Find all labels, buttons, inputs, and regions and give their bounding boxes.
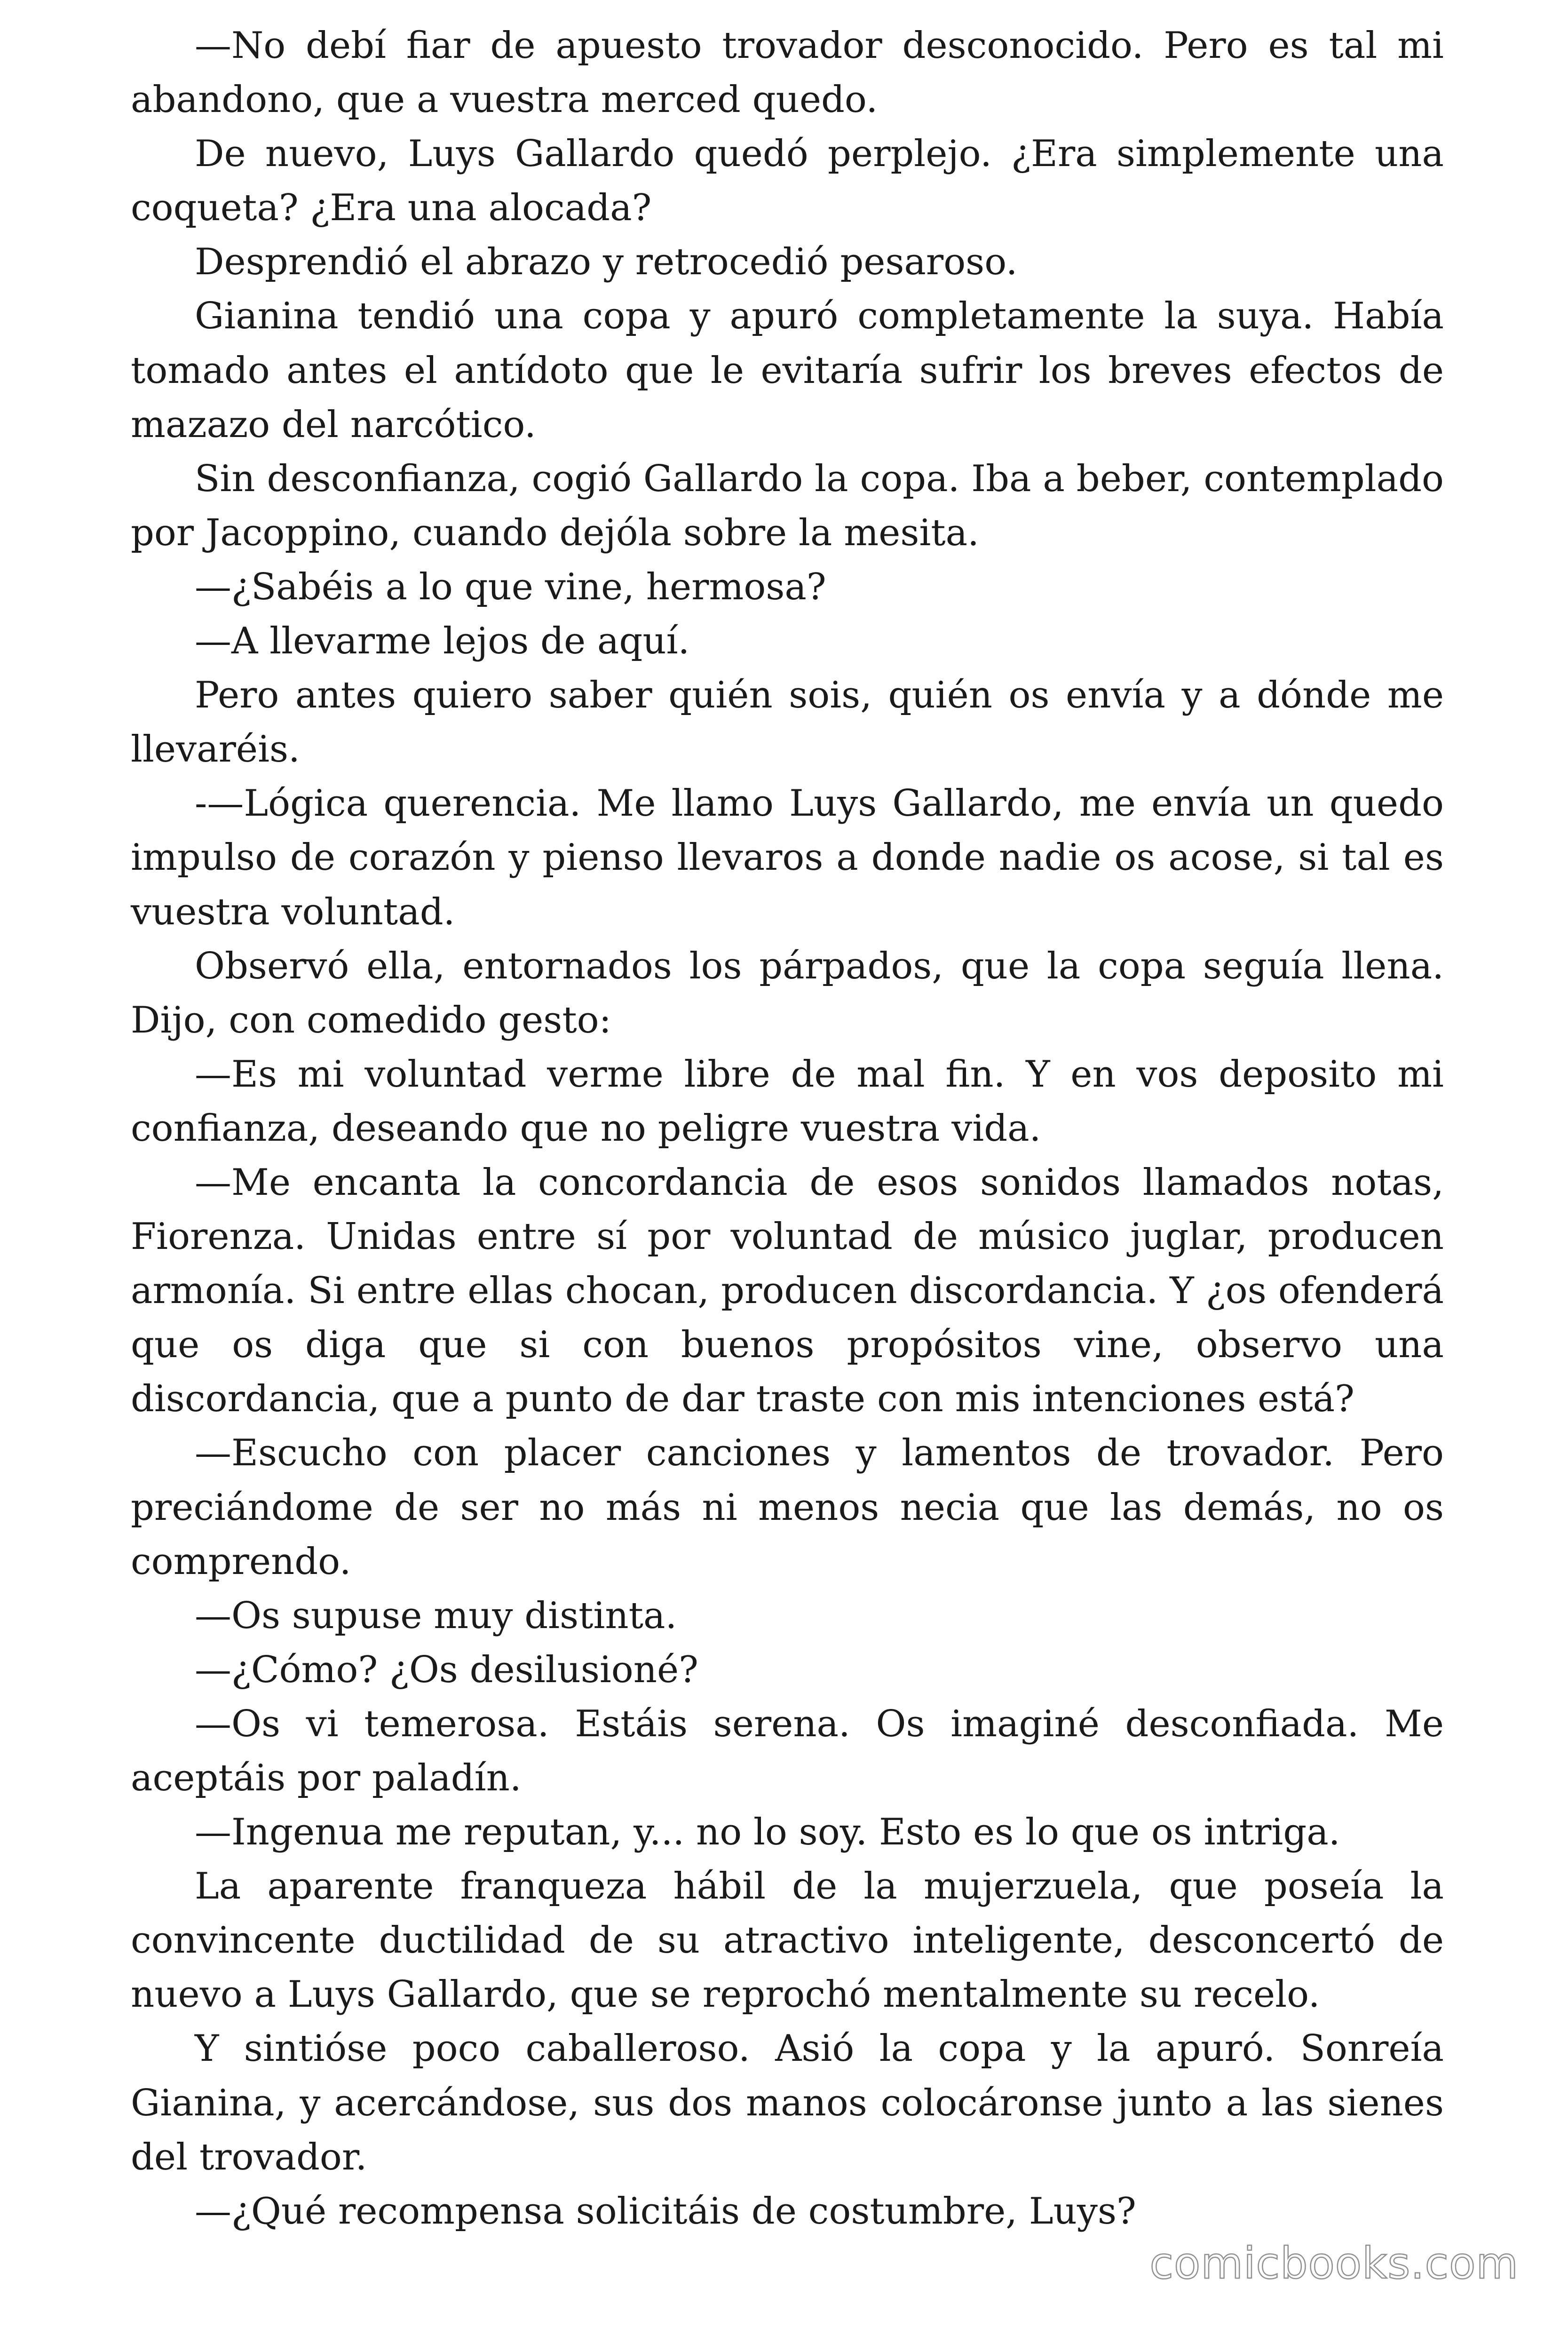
paragraph: Pero antes quiero saber quién sois, quién os envía y a dónde me llevaréis. bbox=[131, 674, 1444, 771]
paragraph: Observó ella, entornados los párpados, que la copa seguía llena. Dijo, con comedido gesto: bbox=[131, 945, 1444, 1041]
paragraph: Desprendió el abrazo y retrocedió pesaroso. bbox=[195, 241, 1018, 284]
watermark: comicbooks.com bbox=[1149, 2238, 1519, 2288]
paragraph: La aparente franqueza hábil de la mujerzuela, que poseía la convincente ductilidad de su atractivo inteligente, desconcertó de nuevo a Luys Gallardo, que se reprochó mentalmente su recelo. bbox=[131, 1865, 1444, 2016]
paragraph: —¿Sabéis a lo que vine, hermosa? bbox=[195, 565, 826, 608]
paragraph: Sin desconfianza, cogió Gallardo la copa. Iba a beber, contemplado por Jacoppino, cuando dejóla sobre la mesita. bbox=[131, 457, 1444, 554]
paragraph: —Me encanta la concordancia de esos sonidos llamados notas, Fiorenza. Unidas entre sí por voluntad de músico juglar, producen armonía. Si entre ellas chocan, producen discordancia. Y ¿os ofenderá que os diga que si con buenos propósitos vine, observo una discordancia, que a punto de dar traste con mis intenciones está? bbox=[131, 1161, 1444, 1421]
paragraph: —¿Cómo? ¿Os desilusioné? bbox=[195, 1648, 698, 1691]
paragraph: De nuevo, Luys Gallardo quedó perplejo. ¿Era simplemente una coqueta? ¿Era una alocada? bbox=[131, 133, 1444, 230]
paragraph: —Escucho con placer canciones y lamentos de trovador. Pero preciándome de ser no más ni menos necia que las demás, no os comprendo. bbox=[131, 1432, 1444, 1583]
paragraph: —Os supuse muy distinta. bbox=[195, 1594, 677, 1637]
paragraph: —¿Qué recompensa solicitáis de costumbre, Luys? bbox=[195, 2190, 1136, 2233]
paragraph: Gianina tendió una copa y apuró completamente la suya. Había tomado antes el antídoto que le evitaría sufrir los breves efectos de mazazo del narcótico. bbox=[131, 295, 1444, 446]
paragraph: —A llevarme lejos de aquí. bbox=[195, 620, 690, 663]
paragraph: —Ingenua me reputan, y... no lo soy. Esto es lo que os intriga. bbox=[195, 1811, 1340, 1854]
paragraph: —No debí fiar de apuesto trovador desconocido. Pero es tal mi abandono, que a vuestra merced quedo. bbox=[131, 24, 1444, 121]
paragraph: -—Lógica querencia. Me llamo Luys Gallardo, me envía un quedo impulso de corazón y pienso llevaros a donde nadie os acose, si tal es vuestra voluntad. bbox=[131, 782, 1444, 933]
paragraph: —Es mi voluntad verme libre de mal fin. Y en vos deposito mi confianza, deseando que no peligre vuestra vida. bbox=[131, 1053, 1444, 1150]
paragraph: Y sintióse poco caballeroso. Asió la copa y la apuró. Sonreía Gianina, y acercándose, sus dos manos colocáronse junto a las sienes del trovador. bbox=[131, 2027, 1444, 2178]
book-page-text bbox=[131, 19, 1444, 2239]
paragraph: —Os vi temerosa. Estáis serena. Os imaginé desconfiada. Me aceptáis por paladín. bbox=[131, 1702, 1444, 1799]
